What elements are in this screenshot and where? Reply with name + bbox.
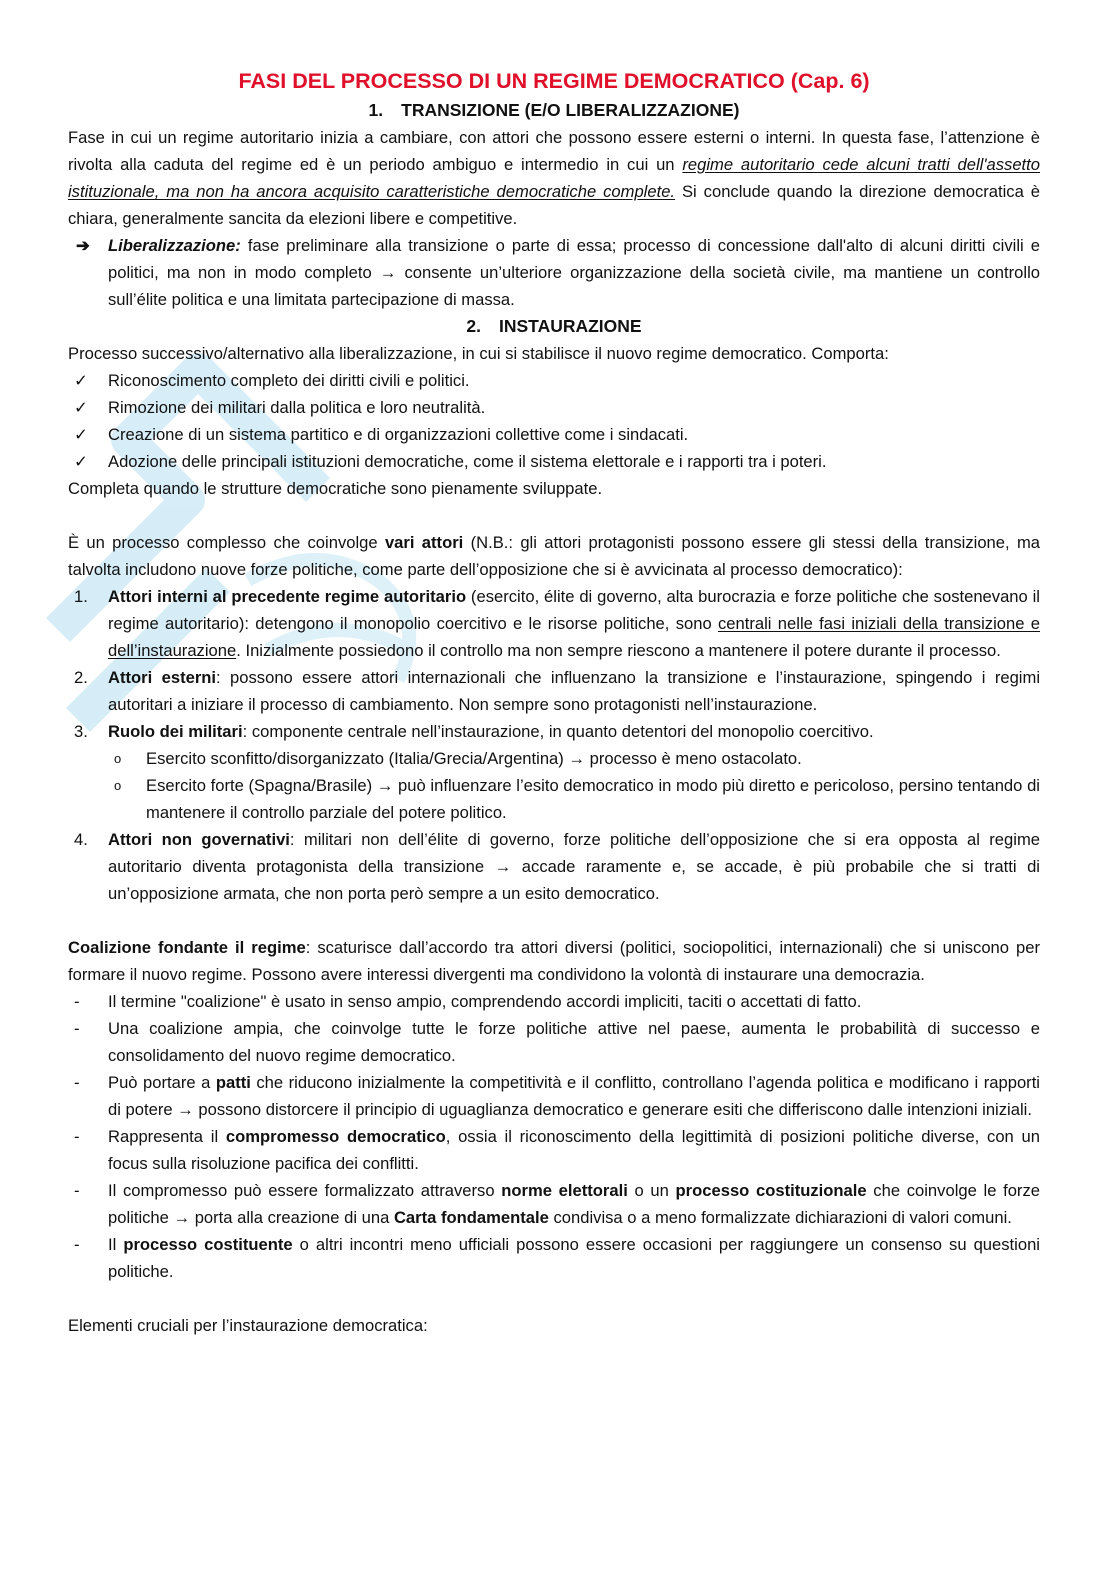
bold-text: processo costituzionale <box>675 1181 867 1200</box>
section-heading-instaurazione <box>68 313 1040 340</box>
bold-text: Attori esterni <box>108 668 217 687</box>
final-line: Elementi cruciali per l’instaurazione democratica: <box>68 1316 428 1335</box>
page-title: FASI DEL PROCESSO DI UN REGIME DEMOCRATICO (Cap. 6) <box>238 69 870 93</box>
text-run: Una coalizione ampia, che coinvolge tutte le forze politiche attive nel paese, aumenta le probabilità di successo e consolidamento del nuovo regime democratico. <box>108 1019 1040 1065</box>
text-run: o altri incontri meno ufficiali possono essere occasioni per raggiungere un consenso su questioni politiche. <box>108 1235 1040 1281</box>
check-icon: ✓ <box>74 452 88 471</box>
text-run: (esercito, élite di governo, alta burocrazia e forze politiche che sostenevano il regime autoritario): detengono il monopolio coercitivo e le risorse politiche, sono <box>108 587 1040 633</box>
text-run: che coinvolge le forze politiche → porta alla creazione di una <box>108 1181 1040 1227</box>
check-icon: ✓ <box>74 371 88 390</box>
list-item <box>68 367 1040 394</box>
text-run: che riducono inizialmente la competitività e il conflitto, controllano l’agenda politica e modificano i rapporti di potere → possono distorcere il principio di uguaglianza democratico e generare esiti che differiscono dalle intenzioni iniziali. <box>108 1073 1040 1119</box>
text-run: Il <box>108 1235 124 1254</box>
instaurazione-intro: Processo successivo/alternativo alla liberalizzazione, in cui si stabilisce il nuovo regime democratico. Comporta: <box>68 344 889 363</box>
transizione-paragraph <box>68 124 1040 232</box>
list-item <box>68 583 1040 664</box>
text-run: Si conclude quando la direzione democratica è chiara, generalmente sancita da elezioni libere e competitive. <box>68 182 1040 228</box>
actors-list <box>68 583 1040 745</box>
check-icon: ✓ <box>74 398 88 417</box>
term-bold-italic: Liberalizzazione: <box>108 236 241 255</box>
text-run: Esercito forte (Spagna/Brasile) → può influenzare l’esito democratico in modo più diretto e pericoloso, persino tentando di mantenere il controllo parziale del potere politico. <box>146 776 1040 822</box>
section-number: 2. <box>466 316 481 336</box>
spacer <box>68 502 1040 529</box>
list-item <box>68 1069 1040 1123</box>
list-item <box>68 988 1040 1015</box>
text-run: condivisa o a meno formalizzate dichiarazioni di valori comuni. <box>548 1208 1012 1227</box>
list-item <box>68 232 1040 313</box>
bold-text: Carta fondamentale <box>393 1208 549 1227</box>
list-item <box>68 1177 1040 1231</box>
dash-bullet: - <box>74 1019 80 1038</box>
section-number: 1. <box>368 100 384 120</box>
bold-text: vari attori <box>384 533 464 552</box>
text-run: : componente centrale nell’instaurazione, in quanto detentori del monopolio coercitivo. <box>242 722 874 741</box>
list-number: 3. <box>74 722 88 741</box>
text-run: Esercito sconfitto/disorganizzato (Italia/Grecia/Argentina) → processo è meno ostacolato. <box>146 749 802 768</box>
list-number: 1. <box>74 587 88 606</box>
coalition-list <box>68 988 1040 1285</box>
text-run: Adozione delle principali istituzioni democratiche, come il sistema elettorale e i rapporti tra i poteri. <box>108 452 827 471</box>
text-run: o un <box>627 1181 676 1200</box>
text-run: . Inizialmente possiedono il controllo ma non sempre riescono a mantenere il potere durante il processo. <box>236 641 1001 660</box>
list-item <box>68 1123 1040 1177</box>
section-heading-text: TRANSIZIONE (E/O LIBERALIZZAZIONE) <box>401 100 740 120</box>
actors-intro <box>68 529 1040 583</box>
bold-text: compromesso democratico <box>225 1127 446 1146</box>
list-item <box>68 421 1040 448</box>
text-run: Creazione di un sistema partitico e di organizzazioni collettive come i sindacati. <box>108 425 689 444</box>
dash-bullet: - <box>74 1235 80 1254</box>
dash-bullet: - <box>74 1181 80 1200</box>
text-run: : scaturisce dall’accordo tra attori diversi (politici, sociopolitici, internazionali) che si uniscono per formare il nuovo regime. Possono avere interessi divergenti ma condividono la volontà di instaurare una democrazia. <box>68 938 1041 984</box>
bold-text: Coalizione fondante il regime <box>68 938 306 957</box>
bold-text: Attori interni al precedente regime autoritario <box>108 587 467 606</box>
list-item <box>68 448 1040 475</box>
checklist <box>68 367 1040 475</box>
circle-bullet-icon: o <box>114 751 122 766</box>
list-number: 4. <box>74 830 88 849</box>
text-run: Rimozione dei militari dalla politica e loro neutralità. <box>108 398 486 417</box>
text-run: : possono essere attori internazionali che influenzano la transizione e l’instaurazione, spingendo i regimi autoritari a iniziare il processo di cambiamento. Non sempre sono protagonisti nell’instaurazione. <box>108 668 1041 714</box>
dash-bullet: - <box>74 1073 80 1092</box>
list-item <box>68 394 1040 421</box>
list-item <box>68 664 1040 718</box>
spacer <box>68 907 1040 934</box>
text-run: È un processo complesso che coinvolge <box>68 533 385 552</box>
text-run: Il termine "coalizione" è usato in senso ampio, comprendendo accordi impliciti, taciti o accettati di fatto. <box>108 992 862 1011</box>
actors-list-continued <box>68 826 1040 907</box>
circle-bullet-icon: o <box>114 778 122 793</box>
bold-text: patti <box>215 1073 251 1092</box>
underlined-text: centrali nelle fasi iniziali della transizione e dell’instaurazione <box>108 614 1040 660</box>
list-item <box>68 1231 1040 1285</box>
bold-text: processo costituente <box>123 1235 293 1254</box>
bold-text: Ruolo dei militari <box>108 722 243 741</box>
check-icon: ✓ <box>74 425 88 444</box>
dash-bullet: - <box>74 1127 80 1146</box>
bold-text: Attori non governativi <box>108 830 290 849</box>
spacer <box>68 1285 1040 1312</box>
text-run: Rappresenta il <box>108 1127 226 1146</box>
sub-list-item <box>68 745 1040 772</box>
militari-sublist <box>68 745 1040 826</box>
text-run: (N.B.: gli attori protagonisti possono essere gli stessi della transizione, ma talvolta includono nuove forze politiche, come parte dell’opposizione che si è avvicinata al processo democratico): <box>68 533 1040 579</box>
list-item <box>68 718 1040 745</box>
list-item <box>68 1015 1040 1069</box>
list-number: 2. <box>74 668 88 687</box>
sub-list-item <box>68 772 1040 826</box>
text-run: Fase in cui un regime autoritario inizia a cambiare, con attori che possono essere esterni o interni. In questa fase, l’attenzione è rivolta alla caduta del regime ed è un periodo ambiguo e intermedio in cui un <box>68 128 1040 174</box>
section-heading-text: INSTAURAZIONE <box>499 316 642 336</box>
list-item <box>68 826 1040 907</box>
text-run: Può portare a <box>108 1073 216 1092</box>
text-run: fase preliminare alla transizione o parte di essa; processo di concessione dall'alto di alcuni diritti civili e politici, ma non in modo completo → consente un’ulteriore organizzazione della società civile, ma mantiene un controllo sull’élite politica e una limitata partecipazione di massa. <box>108 236 1040 309</box>
arrow-icon: ➔ <box>76 236 90 255</box>
coalition-intro <box>68 934 1040 988</box>
underlined-italic-text: regime autoritario cede alcuni tratti dell'assetto istituzionale, ma non ha ancora acquisito caratteristiche democratiche complete. <box>68 155 1040 201</box>
liberalizzazione-list <box>68 232 1040 313</box>
dash-bullet: - <box>74 992 80 1011</box>
text-run: Riconoscimento completo dei diritti civili e politici. <box>108 371 470 390</box>
text-run: Il compromesso può essere formalizzato attraverso <box>108 1181 502 1200</box>
instaurazione-complete: Completa quando le strutture democratiche sono pienamente sviluppate. <box>68 479 603 498</box>
text-run: : militari non dell’élite di governo, forze politiche dell’opposizione che si era opposta al regime autoritario diventa protagonista della transizione → accade raramente e, se accade, è più probabile che si tratti di un’opposizione armata, che non porta però sempre a un esito democratico. <box>108 830 1040 903</box>
section-heading-transizione <box>68 97 1040 124</box>
text-run: , ossia il riconoscimento della legittimità di posizioni politiche diverse, con un focus sulla risoluzione pacifica dei conflitti. <box>108 1127 1040 1173</box>
bold-text: norme elettorali <box>501 1181 628 1200</box>
